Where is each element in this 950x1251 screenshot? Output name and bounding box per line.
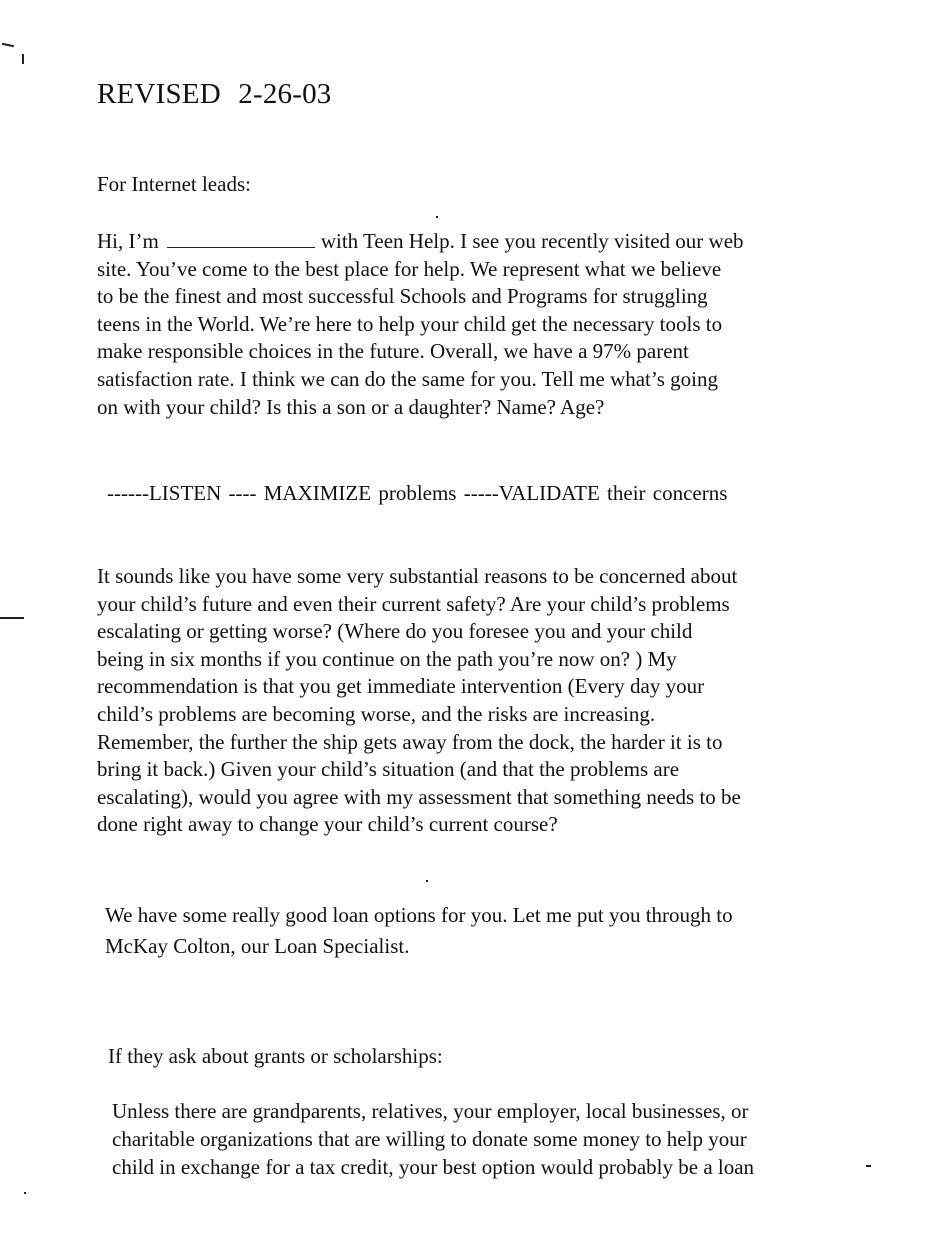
intro-line: teens in the World. We’re here to help your child get the necessary tools to (97, 311, 723, 336)
revision-heading (97, 78, 332, 111)
scan-mark-top-left-2 (22, 54, 24, 64)
intro-line: make responsible choices in the future. Overall, we have a 97% parent (97, 339, 689, 364)
grants-paragraph (112, 1097, 754, 1181)
stray-dot (436, 216, 438, 218)
intro-line-1-rest: with Teen Help. I see you recently visited our web (320, 229, 744, 253)
concern-line: done right away to change your child’s current course? (97, 812, 558, 837)
intro-line: on with your child? Is this a son or a daughter? Name? Age? (97, 394, 605, 419)
intro-greeting: Hi, I’m (97, 229, 159, 253)
concern-line: being in six months if you continue on the path you’re now on? ) My (97, 646, 677, 671)
margin-tick (0, 617, 24, 619)
intro-line-1 (97, 228, 744, 256)
concern-line: child’s problems are becoming worse, and the risks are increasing. (97, 701, 656, 726)
concern-line: escalating or getting worse? (Where do you foresee you and your child (97, 619, 693, 644)
grants-line: charitable organizations that are willing to donate some money to help your (112, 1127, 747, 1151)
concern-paragraph (97, 563, 741, 839)
concern-line: bring it back.) Given your child’s situation (and that the problems are (97, 757, 680, 782)
concern-line: your child’s future and even their current safety? Are your child’s problems (97, 591, 730, 616)
loan-paragraph (105, 900, 733, 962)
loan-line: We have some really good loan options for you. Let me put you through to (105, 903, 733, 927)
concern-line: It sounds like you have some very substantial reasons to be concerned about (97, 564, 738, 588)
name-blank (167, 246, 315, 248)
sales-directive: ------LISTEN ---- MAXIMIZE problems -----VALIDATE their concerns (107, 481, 728, 505)
grants-line: Unless there are grandparents, relatives, your employer, local businesses, or (112, 1099, 749, 1123)
loan-line: McKay Colton, our Loan Specialist. (105, 934, 410, 958)
stray-dot-2 (426, 880, 428, 882)
stray-dot-4 (866, 1165, 871, 1167)
concern-line: Remember, the further the ship gets away from the dock, the harder it is to (97, 729, 723, 754)
grants-label: If they ask about grants or scholarships: (108, 1044, 443, 1068)
concern-line: recommendation is that you get immediate intervention (Every day your (97, 674, 705, 699)
grants-line: child in exchange for a tax credit, your best option would probably be a loan (112, 1155, 755, 1179)
intro-line: to be the finest and most successful Schools and Programs for struggling (97, 284, 708, 309)
scan-mark-top-left (2, 43, 14, 47)
revision-label: REVISED (97, 78, 221, 110)
concern-line: escalating), would you agree with my assessment that something needs to be (97, 784, 741, 809)
stray-dot-3 (24, 1192, 26, 1194)
intro-line: satisfaction rate. I think we can do the same for you. Tell me what’s going (97, 366, 718, 391)
internet-leads-label: For Internet leads: (97, 172, 251, 196)
intro-paragraph (97, 228, 744, 421)
intro-line: site. You’ve come to the best place for help. We represent what we believe (97, 256, 722, 281)
revision-date: 2-26-03 (238, 78, 332, 110)
